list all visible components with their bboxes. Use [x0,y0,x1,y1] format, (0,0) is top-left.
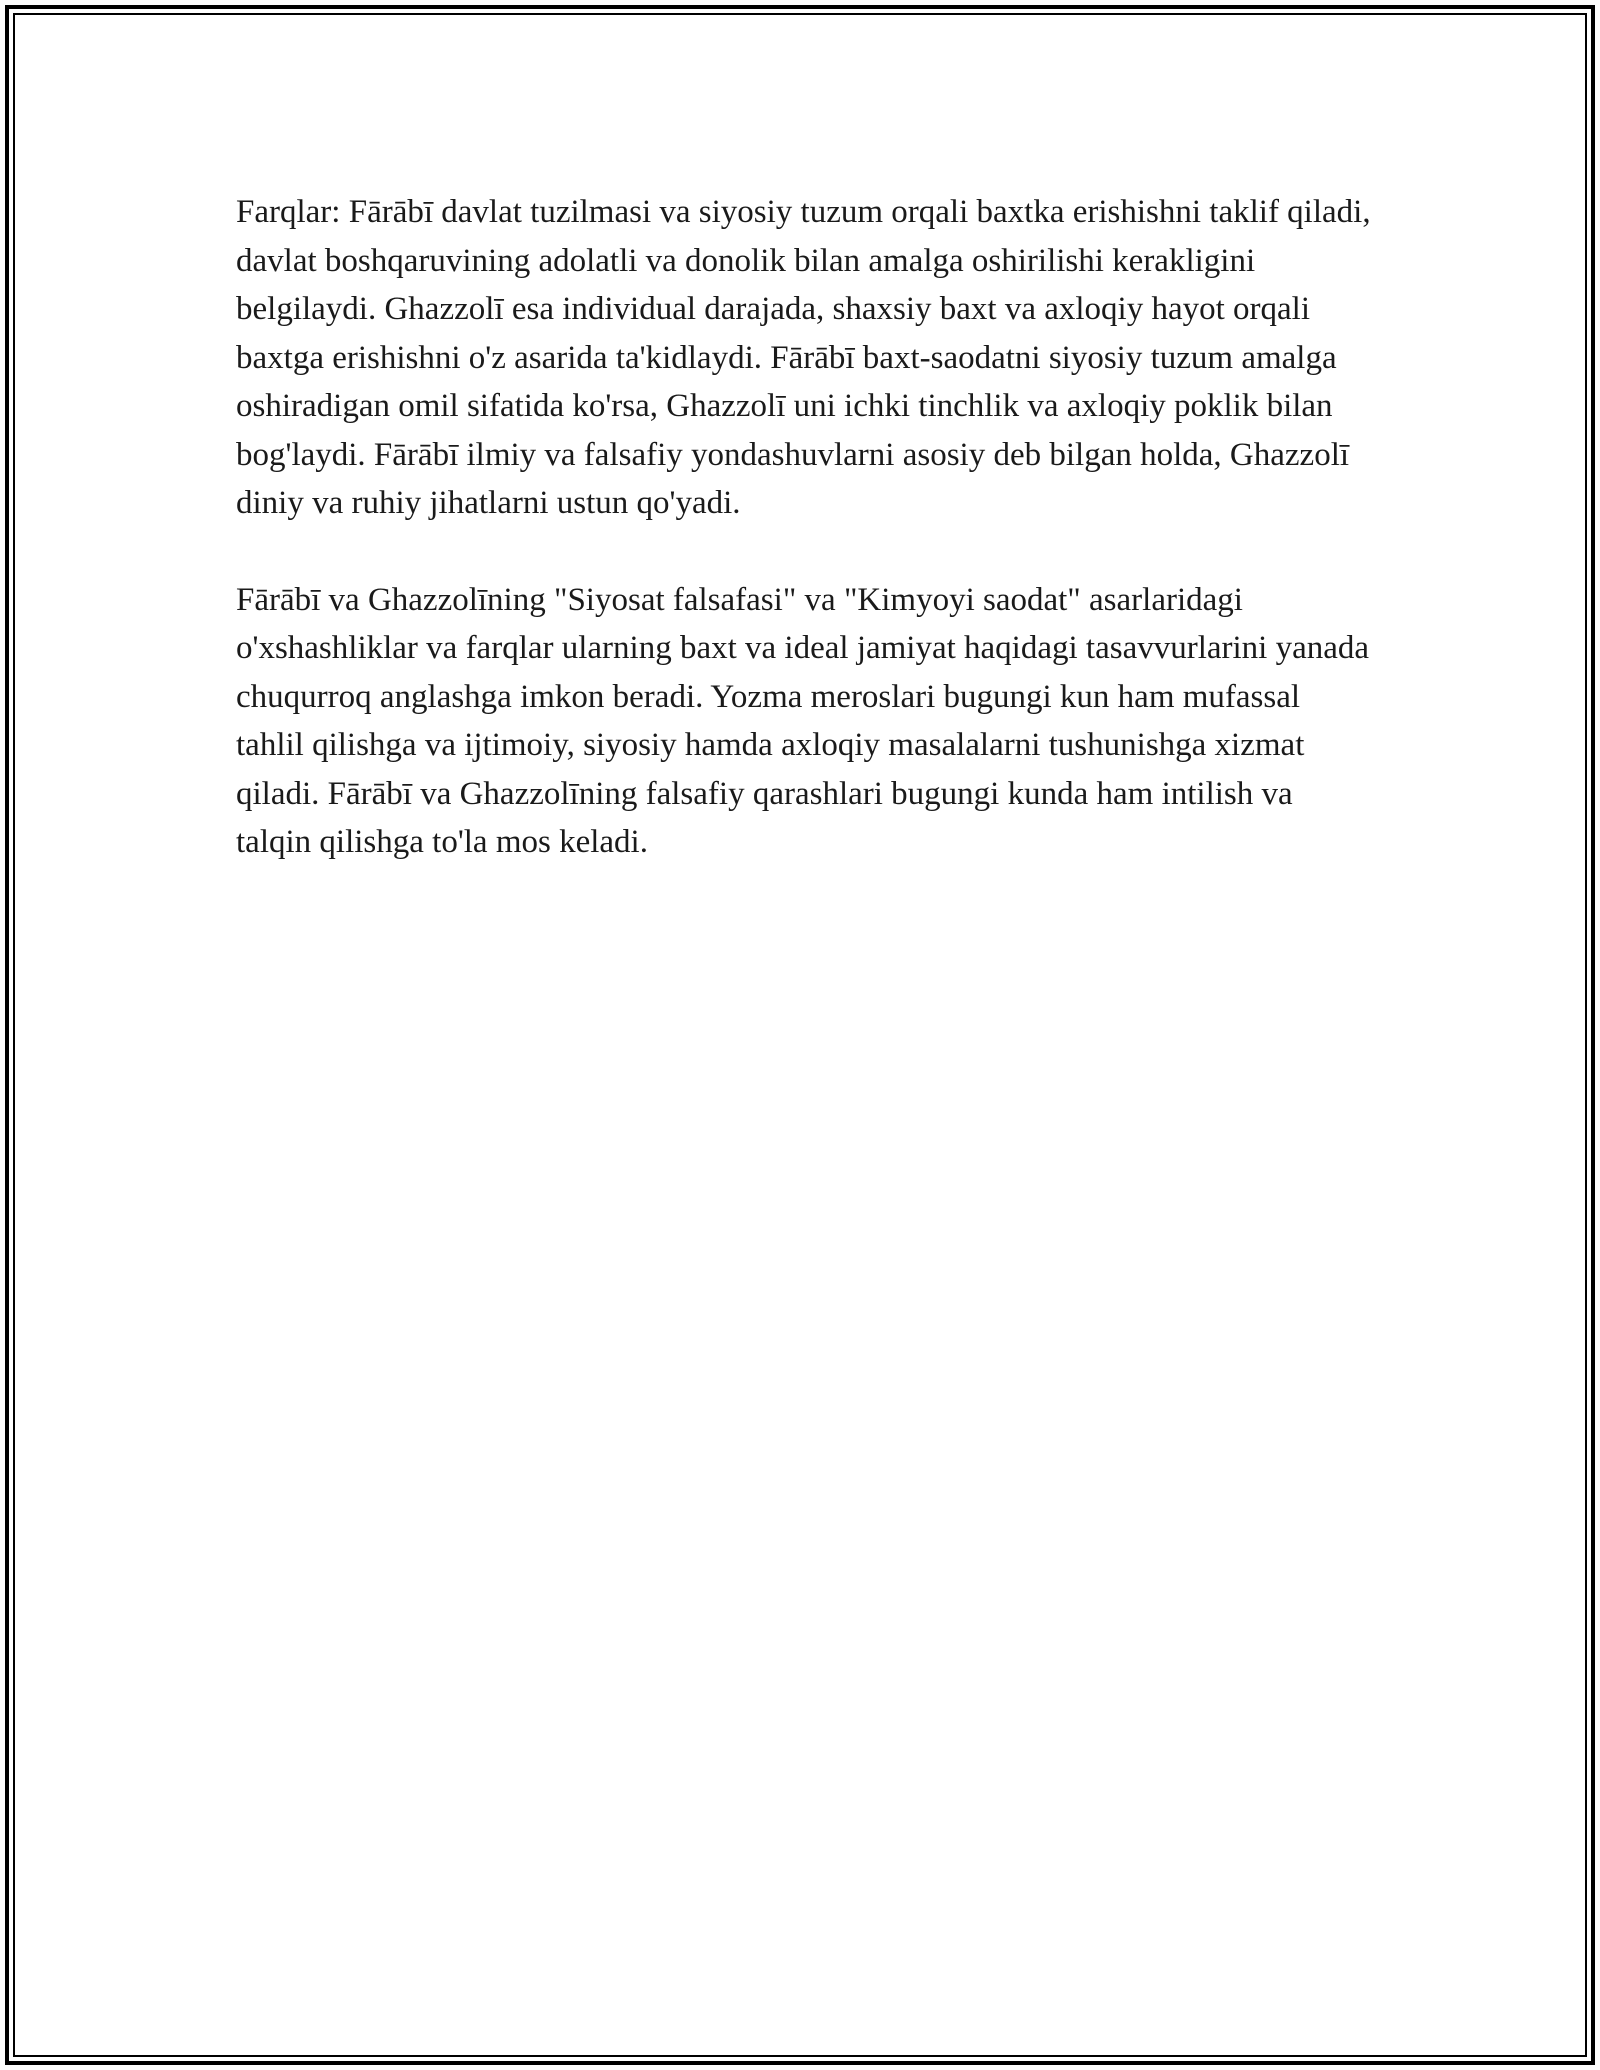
paragraph-conclusion: Fārābī va Ghazzolīning "Siyosat falsafasi" va "Kimyoyi saodat" asarlaridagi o'xshashliklar va farqlar ularning baxt va ideal jamiyat haqidagi tasavvurlarini yanada chuqurroq anglashga imkon beradi. Yozma meroslari bugungi kun ham mufassal tahlil qilishga va ijtimoiy, siyosiy hamda axloqiy masalalarni tushunishga xizmat qiladi. Fārābī va Ghazzolīning falsafiy qarashlari bugungi kunda ham intilish va talqin qilishga to'la mos keladi. [236,581,1370,860]
document-body [236,188,1376,915]
paragraph-differences: Farqlar: Fārābī davlat tuzilmasi va siyosiy tuzum orqali baxtka erishishni taklif qiladi, davlat boshqaruvining adolatli va donolik bilan amalga oshirilishi kerakligini belgilaydi. Ghazzolī esa individual darajada, shaxsiy baxt va axloqiy hayot orqali baxtga erishishni o'z asarida ta'kidlaydi. Fārābī baxt-saodatni siyosiy tuzum amalga oshiradigan omil sifatida ko'rsa, Ghazzolī uni ichki tinchlik va axloqiy poklik bilan bog'laydi. Fārābī ilmiy va falsafiy yondashuvlarni asosiy deb bilgan holda, Ghazzolī diniy va ruhiy jihatlarni ustun qo'yadi. [236,194,1371,521]
